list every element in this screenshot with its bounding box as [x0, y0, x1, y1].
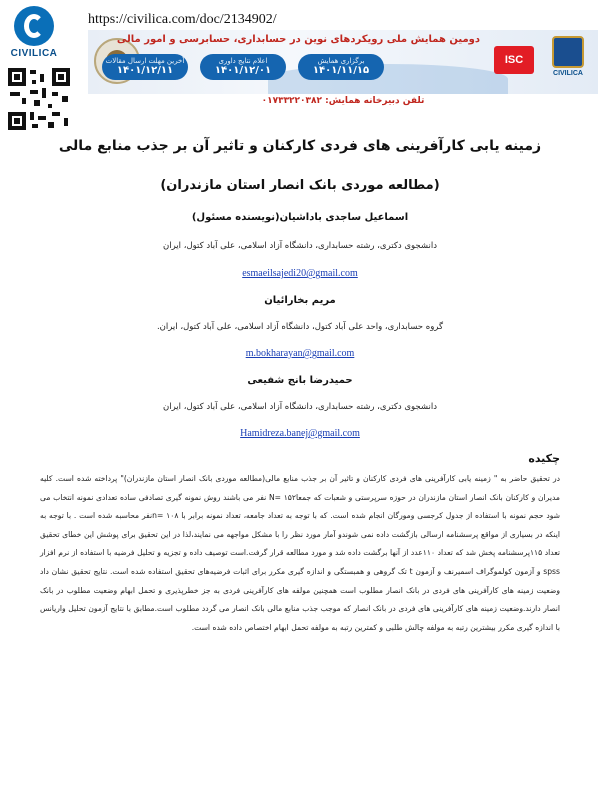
uni-logo-text: CIVILICA	[553, 70, 583, 77]
page-header	[0, 0, 600, 140]
abstract-text: در تحقیق حاضر به " زمینه یابی کارآفرینی های فردی کارکنان و تاثیر آن بر جذب منابع مالی(مطالعه موردی بانک انصار استان مازندران)" پرداخته شده است. کلیه مدیران و کارکنان بانک انصار استان مازندران در حوزه سرپرستی و شعبات که جمعا۱۵۲ =N نفر می باشند روش نمونه گیری تصادفی ساده تعدادی نمونه انتخاب می شود حجم نمونه با استفاده از جدول کرجسی ومورگان انجام شده است. که با توجه به تعداد جامعه، تعداد نمونه برابر با ۱۰۸ =nنفر محاسبه شده است . با توجه به اینکه در بسیاری از مواقع پرسشنامه ارسالی بازگشت داده نمی شوندو آمار مورد نظر را با مشکل مواجهه می نمایند،لذا در این تحقیق برای پوشش این خطای تحقیق تعداد ۱۱۵پرسشنامه پخش شد که تعداد ۱۱۰عدد از آنها برگشت داده شد و مورد مطالعه قرار گرفت.است توصیف داده و تجزیه و تحلیل فرضیه با استفاده از نرم افزار spss و آزمون کولموگراف اسمیرنف و آزمون t تک گروهی و همبستگی و اندازه گیری مکرر برای اثبات فرضیه‌های تحقیق استفاده شده است. نتایج تحقیق نشان داد وضعیت زمینه های کارآفرینی های فردی در بانک انصار مطلوب است همچنین مولفه های کارآفرینی فردی به جز خطرپذیری و تحمل ابهام وضعیت مطلوب در بانک انصار دارند.وضعیت زمینه های کارآفرینی های فردی در بانک انصار که موجب جذب منابع مالی بانک انصار می گردد مطلوب است.مطابق با نتایج آزمون تحلیل واریانس با اندازه گیری مکرر بیشترین رتبه به مولفه چالش طلبی و کمترین رتبه به مولفه تحمل ابهام اختصاص داده شده است.	[40, 474, 561, 632]
date-pill-label: آخرین مهلت ارسال مقالات	[105, 57, 185, 65]
author-email[interactable]: Hamidreza.banej@gmail.com	[240, 428, 360, 439]
document-url[interactable]: https://civilica.com/doc/2134902/	[88, 12, 277, 27]
civilica-logo[interactable]	[6, 6, 62, 68]
qr-code	[8, 68, 70, 130]
paper-title: زمینه یابی کارآفرینی های فردی کارکنان و تاثیر آن بر جذب منابع مالی	[58, 138, 542, 154]
date-pill-results	[200, 54, 286, 80]
date-pill-conference	[298, 54, 384, 80]
author-email[interactable]: esmaeilsajedi20@gmail.com	[242, 268, 358, 279]
university-logo	[544, 36, 592, 80]
shield-icon	[552, 36, 584, 68]
author-name: مریم بخارائیان	[264, 295, 336, 306]
author-affiliation: گروه حسابداری، واحد علی آباد کتول، دانشگاه آزاد اسلامی، علی آباد کتول، ایران.	[156, 322, 444, 332]
date-pill-label: برگزاری همایش	[317, 57, 365, 65]
conference-banner[interactable]	[88, 30, 598, 94]
paper-subtitle: (مطالعه موردی بانک انصار استان مازندران)	[160, 178, 440, 193]
abstract-heading: چکیده	[528, 452, 560, 465]
conference-title: دومین همایش ملی رویکردهای نوین در حسابداری، حسابرسی و امور مالی	[116, 34, 480, 45]
isc-logo: ISC	[494, 46, 534, 74]
author-affiliation: دانشجوی دکتری، رشته حسابداری، دانشگاه آزاد اسلامی، علی آباد کتول، ایران	[163, 402, 437, 412]
author-email[interactable]: m.bokharayan@gmail.com	[245, 348, 355, 359]
date-pill-value: ۱۴۰۱/۱۱/۱۵	[312, 65, 370, 76]
secretariat-phone: تلفن دبیرخانه همایش: ۰۱۷۳۳۲۲۰۳۸۲	[261, 96, 425, 106]
author-name: اسماعیل ساجدی باداشیان(نویسنده مسئول)	[191, 212, 409, 223]
date-pill-deadline	[102, 54, 188, 80]
civilica-c-icon	[14, 6, 54, 46]
date-pill-value: ۱۴۰۱/۱۲/۰۱	[214, 65, 272, 76]
author-affiliation: دانشجوی دکتری، رشته حسابداری، دانشگاه آزاد اسلامی، علی آباد کتول، ایران	[163, 241, 437, 251]
date-pill-value: ۱۴۰۱/۱۲/۱۱	[116, 65, 174, 76]
author-name: حمیدرضا بانج شفیعی	[247, 375, 353, 386]
date-pill-label: اعلام نتایج داوری	[218, 57, 268, 65]
civilica-logo-text: CIVILICA	[10, 48, 58, 59]
